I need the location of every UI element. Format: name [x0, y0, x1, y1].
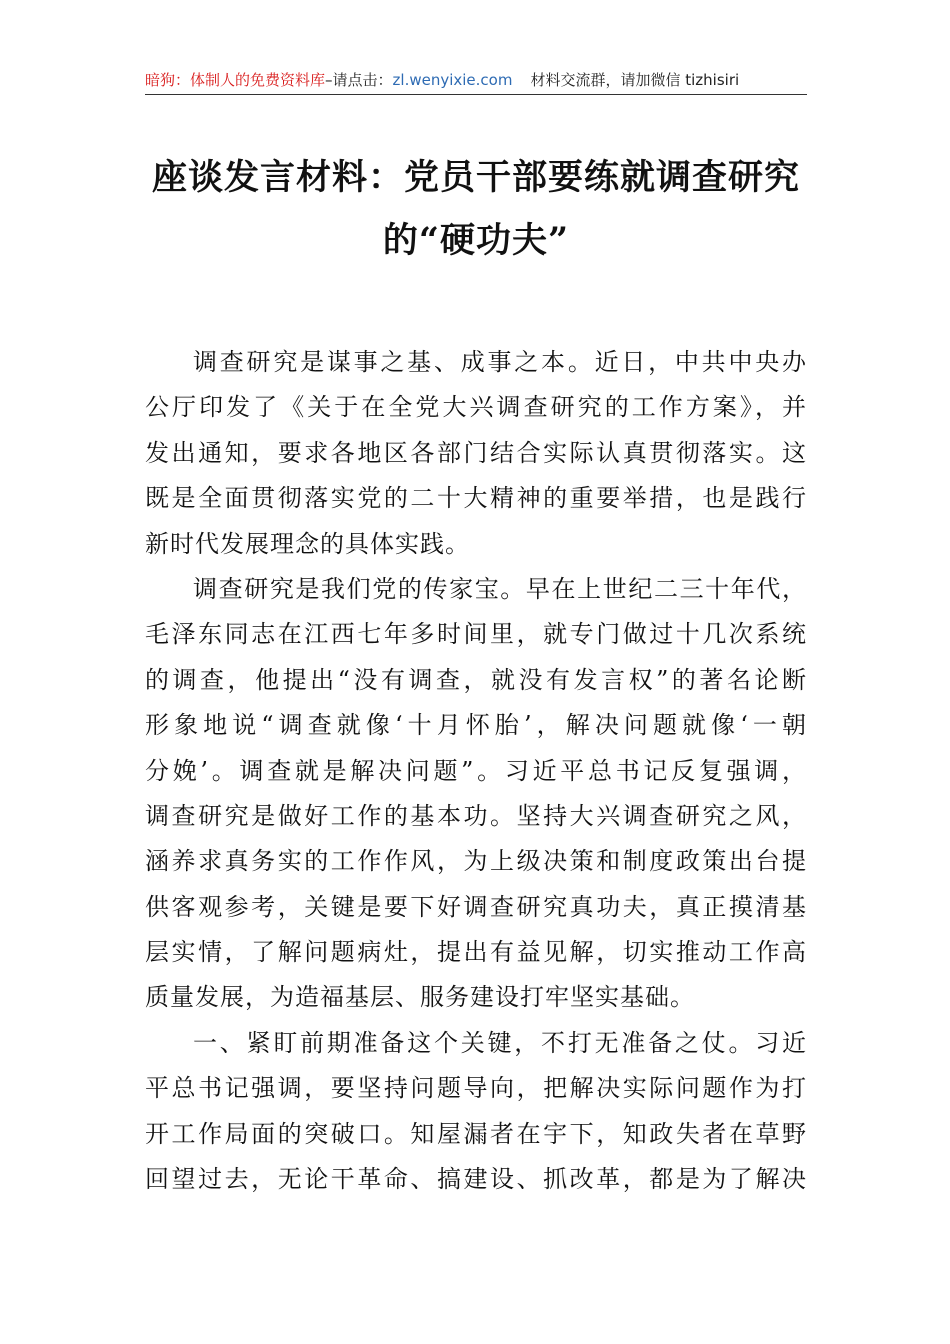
body-line: 供客观参考，关键是要下好调查研究真功夫，真正摸清基	[145, 892, 807, 921]
body-line: 公厅印发了《关于在全党大兴调查研究的工作方案》，并	[145, 393, 807, 422]
body-line: 开工作局面的突破口。知屋漏者在宇下，知政失者在草野	[145, 1119, 807, 1148]
body-line: 发出通知，要求各地区各部门结合实际认真贯彻落实。这	[145, 438, 807, 467]
body-line: 新时代发展理念的具体实践。	[145, 529, 470, 558]
body-line: 涵养求真务实的工作作风，为上级决策和制度政策出台提	[145, 847, 807, 876]
document-body	[145, 340, 807, 1202]
header-group-note: 材料交流群，请加微信 tizhisiri	[530, 71, 740, 89]
body-line: 平总书记强调，要坚持问题导向，把解决实际问题作为打	[145, 1074, 807, 1103]
body-line: 一、紧盯前期准备这个关键，不打无准备之仗。习近	[193, 1028, 807, 1057]
document-title-line-2: 的“硬功夫”	[382, 220, 570, 261]
page-header	[145, 66, 807, 95]
body-line: 调查研究是谋事之基、成事之本。近日，中共中央办	[193, 348, 807, 376]
body-line: 回望过去，无论干革命、搞建设、抓改革，都是为了解决	[145, 1165, 807, 1194]
body-line: 质量发展，为造福基层、服务建设打牢坚实基础。	[145, 983, 695, 1012]
body-line: 形象地说“调查就像‘十月怀胎’，解决问题就像‘一朝	[145, 711, 807, 740]
body-line: 毛泽东同志在江西七年多时间里，就专门做过十几次系统	[145, 620, 807, 649]
body-line: 层实情，了解问题病灶，提出有益见解，切实推动工作高	[145, 938, 807, 967]
body-line: 的调查，他提出“没有调查，就没有发言权”的著名论断	[145, 665, 807, 694]
document-title-line-1: 座谈发言材料：党员干部要练就调查研究	[151, 157, 800, 198]
body-line: 既是全面贯彻落实党的二十大精神的重要举措，也是践行	[145, 484, 807, 513]
header-url-link[interactable]: zl.wenyixie.com	[392, 71, 513, 89]
body-line: 分娩’。调查就是解决问题”。习近平总书记反复强调，	[145, 756, 807, 785]
body-line: 调查研究是做好工作的基本功。坚持大兴调查研究之风，	[145, 801, 807, 830]
header-brand: 暗狗：体制人的免费资料库	[145, 71, 326, 89]
header-click-prefix: –请点击：	[325, 71, 393, 89]
body-line: 调查研究是我们党的传家宝。早在上世纪二三十年代，	[193, 574, 807, 603]
